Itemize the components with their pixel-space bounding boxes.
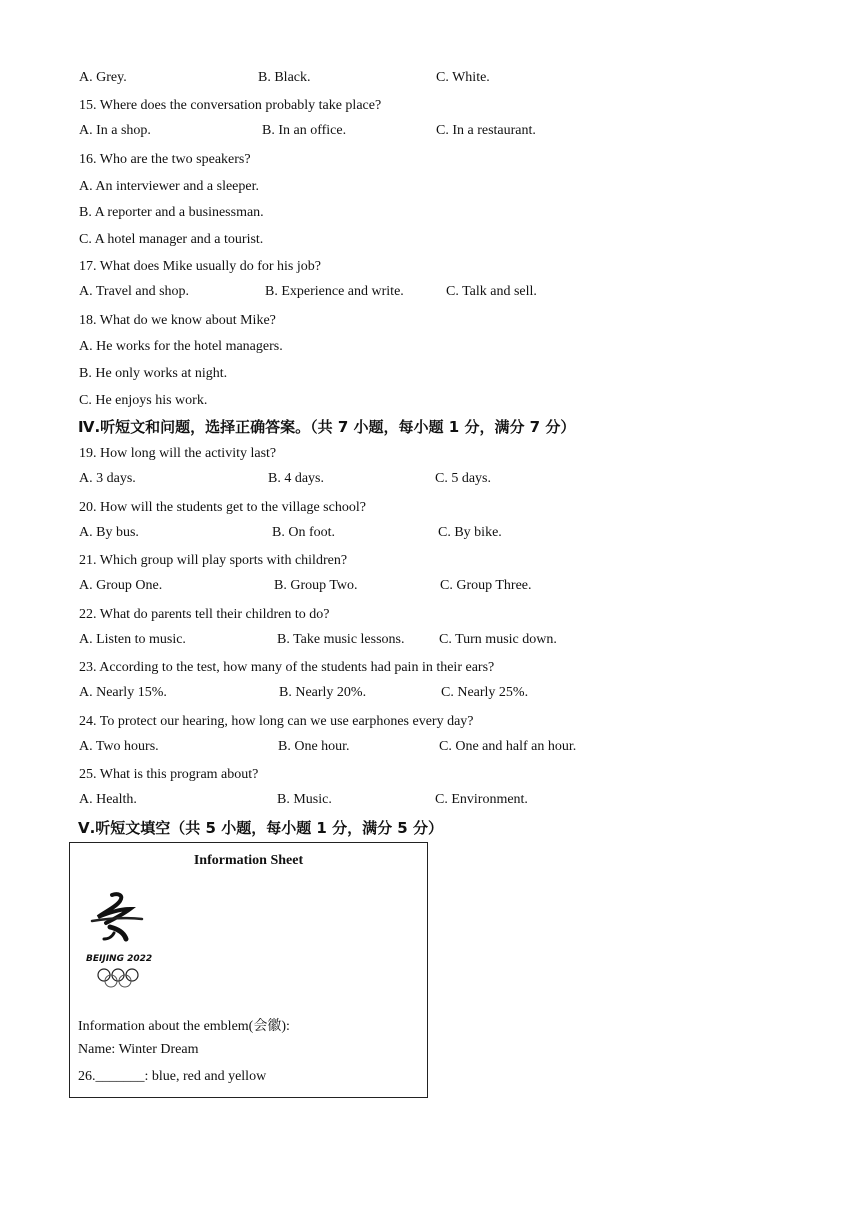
q14-option-a: A. Grey. xyxy=(79,70,127,85)
emblem-text: BEIJING 2022 xyxy=(86,954,153,964)
q20-option-c: C. By bike. xyxy=(438,525,502,540)
q24-option-a: A. Two hours. xyxy=(79,739,159,754)
q19-option-b: B. 4 days. xyxy=(268,471,324,486)
q19-question: 19. How long will the activity last? xyxy=(79,446,277,461)
q18-option-b: B. He only works at night. xyxy=(79,366,228,381)
q21-option-b: B. Group Two. xyxy=(274,578,358,593)
q18-option-c: C. He enjoys his work. xyxy=(79,393,208,408)
q22-option-c: C. Turn music down. xyxy=(439,632,557,647)
emblem-name-line: Name: Winter Dream xyxy=(78,1042,199,1057)
q21-option-a: A. Group One. xyxy=(79,578,163,593)
information-sheet-title: Information Sheet xyxy=(193,853,304,868)
q20-option-a: A. By bus. xyxy=(79,525,139,540)
q24-option-c: C. One and half an hour. xyxy=(439,739,577,754)
q25-question: 25. What is this program about? xyxy=(79,767,259,782)
q17-option-c: C. Talk and sell. xyxy=(446,284,537,299)
q16-option-a: A. An interviewer and a sleeper. xyxy=(79,179,259,194)
q17-option-b: B. Experience and write. xyxy=(265,284,404,299)
q15-option-c: C. In a restaurant. xyxy=(436,123,536,138)
winter-dream-emblem-icon xyxy=(84,889,164,993)
q18-question: 18. What do we know about Mike? xyxy=(79,313,276,328)
q24-option-b: B. One hour. xyxy=(278,739,350,754)
section-5-heading: Ⅴ.听短文填空（共 5 小题，每小题 1 分，满分 5 分） xyxy=(78,819,443,837)
q26-blank-line: 26._______: blue, red and yellow xyxy=(78,1069,267,1084)
q18-option-a: A. He works for the hotel managers. xyxy=(79,339,283,354)
q21-option-c: C. Group Three. xyxy=(440,578,532,593)
q16-option-b: B. A reporter and a businessman. xyxy=(79,205,264,220)
q25-option-a: A. Health. xyxy=(79,792,137,807)
q23-option-c: C. Nearly 25%. xyxy=(441,685,529,700)
section-4-heading: Ⅳ.听短文和问题，选择正确答案。（共 7 小题，每小题 1 分，满分 7 分） xyxy=(78,418,576,436)
q16-option-c: C. A hotel manager and a tourist. xyxy=(79,232,264,247)
q23-question: 23. According to the test, how many of the students had pain in their ears? xyxy=(79,660,495,675)
q22-question: 22. What do parents tell their children to do? xyxy=(79,607,330,622)
q25-option-c: C. Environment. xyxy=(435,792,528,807)
q16-question: 16. Who are the two speakers? xyxy=(79,152,251,167)
q22-option-b: B. Take music lessons. xyxy=(277,632,405,647)
q15-question: 15. Where does the conversation probably take place? xyxy=(79,98,382,113)
beijing-2022-emblem xyxy=(84,889,164,993)
q21-question: 21. Which group will play sports with children? xyxy=(79,553,348,568)
q19-option-a: A. 3 days. xyxy=(79,471,136,486)
q22-option-a: A. Listen to music. xyxy=(79,632,186,647)
q14-option-b: B. Black. xyxy=(258,70,311,85)
q23-option-b: B. Nearly 20%. xyxy=(279,685,367,700)
q15-option-a: A. In a shop. xyxy=(79,123,151,138)
q23-option-a: A. Nearly 15%. xyxy=(79,685,167,700)
q20-question: 20. How will the students get to the village school? xyxy=(79,500,366,515)
q24-question: 24. To protect our hearing, how long can we use earphones every day? xyxy=(79,714,474,729)
q14-option-c: C. White. xyxy=(436,70,490,85)
q25-option-b: B. Music. xyxy=(277,792,332,807)
emblem-info-line: Information about the emblem(会徽): xyxy=(78,1019,290,1034)
q17-option-a: A. Travel and shop. xyxy=(79,284,190,299)
information-sheet xyxy=(69,842,428,1098)
q20-option-b: B. On foot. xyxy=(272,525,335,540)
q19-option-c: C. 5 days. xyxy=(435,471,491,486)
q17-question: 17. What does Mike usually do for his job? xyxy=(79,259,321,274)
q15-option-b: B. In an office. xyxy=(262,123,347,138)
